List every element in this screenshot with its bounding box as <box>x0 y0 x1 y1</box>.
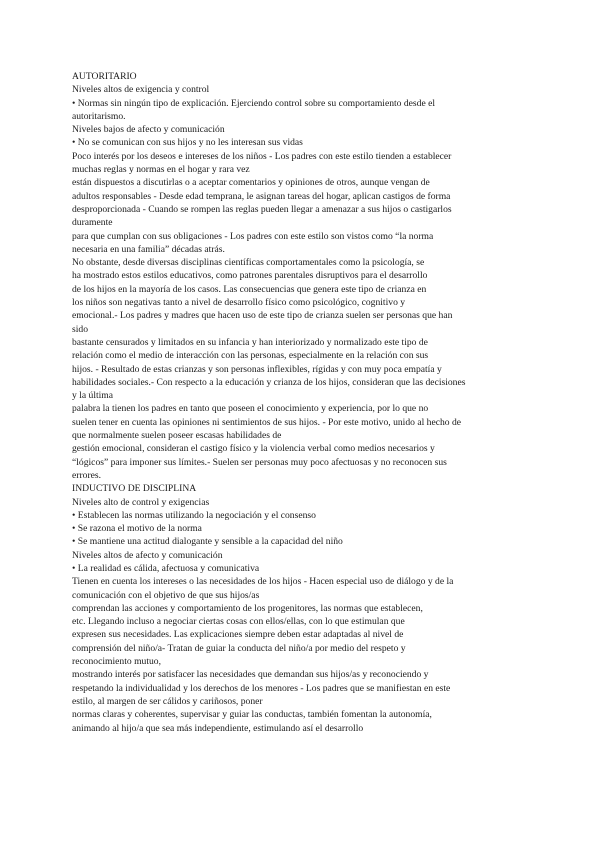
text-line: de los hijos en la mayoría de los casos. Las consecuencias que genera este tipo de crianza en <box>72 283 427 295</box>
text-line: gestión emocional, consideran el castigo físico y la violencia verbal como medios necesarios y <box>72 443 435 455</box>
text-line: necesaria en una familia” décadas atrás. <box>72 243 225 255</box>
text-line: • Establecen las normas utilizando la negociación y el consenso <box>72 509 316 521</box>
text-line: los niños son negativas tanto a nivel de desarrollo físico como psicológico, cognitivo y <box>72 297 406 309</box>
document-body <box>72 70 512 735</box>
text-line: desproporcionada - Cuando se rompen las reglas pueden llegar a amenazar a sus hijos o castigarlos <box>72 203 452 215</box>
text-line: hijos. - Resultado de estas crianzas y son personas inflexibles, rígidas y con muy poca empatía y <box>72 363 442 375</box>
text-line: INDUCTIVO DE DISCIPLINA <box>72 483 197 495</box>
text-line: autoritarismo. <box>72 110 126 122</box>
text-line: habilidades sociales.- Con respecto a la educación y crianza de los hijos, consideran que las decisiones <box>72 376 466 388</box>
text-line: relación como el medio de interacción con las personas, especialmente en la relación con sus <box>72 350 429 362</box>
text-line: muchas reglas y normas en el hogar y rara vez <box>72 164 250 176</box>
text-line: duramente <box>72 217 113 229</box>
text-line: animando al hijo/a que sea más independiente, estimulando así el desarrollo <box>72 722 364 734</box>
text-line: Niveles bajos de afecto y comunicación <box>72 124 225 136</box>
text-line: Tienen en cuenta los intereses o las necesidades de los hijos - Hacen especial uso de diálogo y de la <box>72 576 454 588</box>
text-line: comunicación con el objetivo de que sus hijos/as <box>72 589 260 601</box>
text-line: No obstante, desde diversas disciplinas científicas comportamentales como la psicología, se <box>72 257 425 269</box>
text-line: errores. <box>72 469 102 481</box>
text-line: que normalmente suelen poseer escasas habilidades de <box>72 430 282 442</box>
text-line: comprensión del niño/a- Tratan de guiar la conducta del niño/a por medio del respeto y <box>72 642 406 654</box>
text-line: • Normas sin ningún tipo de explicación. Ejerciendo control sobre su comportamiento desde el <box>72 97 436 109</box>
text-line: adultos responsables - Desde edad temprana, le asignan tareas del hogar, aplican castigos de forma <box>72 190 451 202</box>
text-line: suelen tener en cuenta las opiniones ni sentimientos de sus hijos. - Por este motivo, unido al hecho de <box>72 416 462 428</box>
text-line: para que cumplan con sus obligaciones - Los padres con este estilo son vistos como “la norma <box>72 230 434 242</box>
text-line: Niveles altos de afecto y comunicación <box>72 549 223 561</box>
text-line: • No se comunican con sus hijos y no les interesan sus vidas <box>72 137 303 149</box>
text-line: normas claras y coherentes, supervisar y guiar las conductas, también fomentan la autonomía, <box>72 709 432 721</box>
text-line: respetando la individualidad y los derechos de los menores - Los padres que se manifiestan en este <box>72 682 451 694</box>
text-line: mostrando interés por satisfacer las necesidades que demandan sus hijos/as y reconociendo y <box>72 669 429 681</box>
text-line: • La realidad es cálida, afectuosa y comunicativa <box>72 562 260 574</box>
text-line: están dispuestos a discutirlas o a aceptar comentarios y opiniones de otros, aunque vengan de <box>72 177 430 189</box>
text-line: y la última <box>72 390 114 402</box>
text-line: “lógicos” para imponer sus límites.- Suelen ser personas muy poco afectuosas y no reconocen sus <box>72 456 447 468</box>
text-line: comprendan las acciones y comportamiento de los progenitores, las normas que establecen, <box>72 602 423 614</box>
text-line: estilo, al margen de ser cálidos y cariñosos, poner <box>72 695 263 707</box>
text-line: expresen sus necesidades. Las explicaciones siempre deben estar adaptadas al nivel de <box>72 629 404 641</box>
text-line: AUTORITARIO <box>72 71 137 82</box>
text-line: Niveles alto de control y exigencias <box>72 496 210 508</box>
text-line: ha mostrado estos estilos educativos, como patrones parentales disruptivos para el desarrollo <box>72 270 428 282</box>
text-line: Niveles altos de exigencia y control <box>72 84 210 96</box>
text-line: reconocimiento mutuo, <box>72 656 161 668</box>
text-line: palabra la tienen los padres en tanto que poseen el conocimiento y experiencia, por lo que no <box>72 403 429 415</box>
text-line: sido <box>72 323 88 335</box>
text-line: • Se mantiene una actitud dialogante y sensible a la capacidad del niño <box>72 536 343 548</box>
text-line: emocional.- Los padres y madres que hacen uso de este tipo de crianza suelen ser personas que han <box>72 310 453 322</box>
text-line: • Se razona el motivo de la norma <box>72 523 202 535</box>
text-line: bastante censurados y limitados en su infancia y han interiorizado y normalizado este tipo de <box>72 336 428 348</box>
text-line: etc. Llegando incluso a negociar ciertas cosas con ellos/ellas, con lo que estimulan que <box>72 616 405 628</box>
text-line: Poco interés por los deseos e intereses de los niños - Los padres con este estilo tienden a establecer <box>72 150 452 162</box>
